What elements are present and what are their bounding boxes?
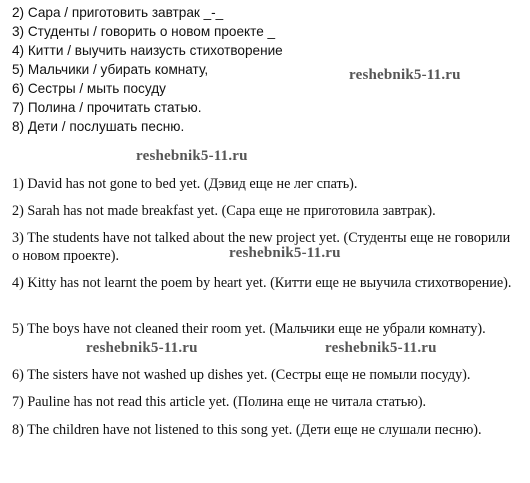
- prompt-item: 4) Китти / выучить наизусть стихотворение: [12, 43, 283, 58]
- prompt-item: 6) Сестры / мыть посуду: [12, 81, 166, 96]
- watermark: reshebnik5-11.ru: [86, 340, 198, 356]
- answer-item: 6) The sisters have not washed up dishes yet. (Сестры еще не помыли посуду).: [12, 367, 471, 383]
- prompt-item: 8) Дети / послушать песню.: [12, 119, 185, 134]
- answer-item: 8) The children have not listened to this song yet. (Дети еще не слушали песню).: [12, 422, 482, 438]
- watermark: reshebnik5-11.ru: [325, 340, 437, 356]
- prompt-item: 7) Полина / прочитать статью.: [12, 100, 202, 115]
- prompt-item: 2) Сара / приготовить завтрак _-_: [12, 5, 224, 20]
- answer-item: 4) Kitty has not learnt the poem by heart yet. (Китти еще не выучила стихотворение).: [12, 275, 512, 291]
- watermark: reshebnik5-11.ru: [229, 245, 341, 261]
- answer-item: 5) The boys have not cleaned their room yet. (Мальчики еще не убрали комнату).: [12, 321, 486, 337]
- answer-item: 3) The students have not talked about the new project yet. (Студенты еще не говорили о новом проекте).: [12, 230, 511, 264]
- answer-item: 7) Pauline has not read this article yet. (Полина еще не читала статью).: [12, 394, 427, 410]
- watermark: reshebnik5-11.ru: [349, 67, 461, 83]
- prompt-item: 5) Мальчики / убирать комнату,: [12, 62, 209, 77]
- watermark: reshebnik5-11.ru: [136, 148, 248, 164]
- prompt-item: 3) Студенты / говорить о новом проекте _: [12, 24, 276, 39]
- answer-item: 2) Sarah has not made breakfast yet. (Сара еще не приготовила завтрак).: [12, 203, 436, 219]
- answer-item: 1) David has not gone to bed yet. (Дэвид еще не лег спать).: [12, 176, 358, 192]
